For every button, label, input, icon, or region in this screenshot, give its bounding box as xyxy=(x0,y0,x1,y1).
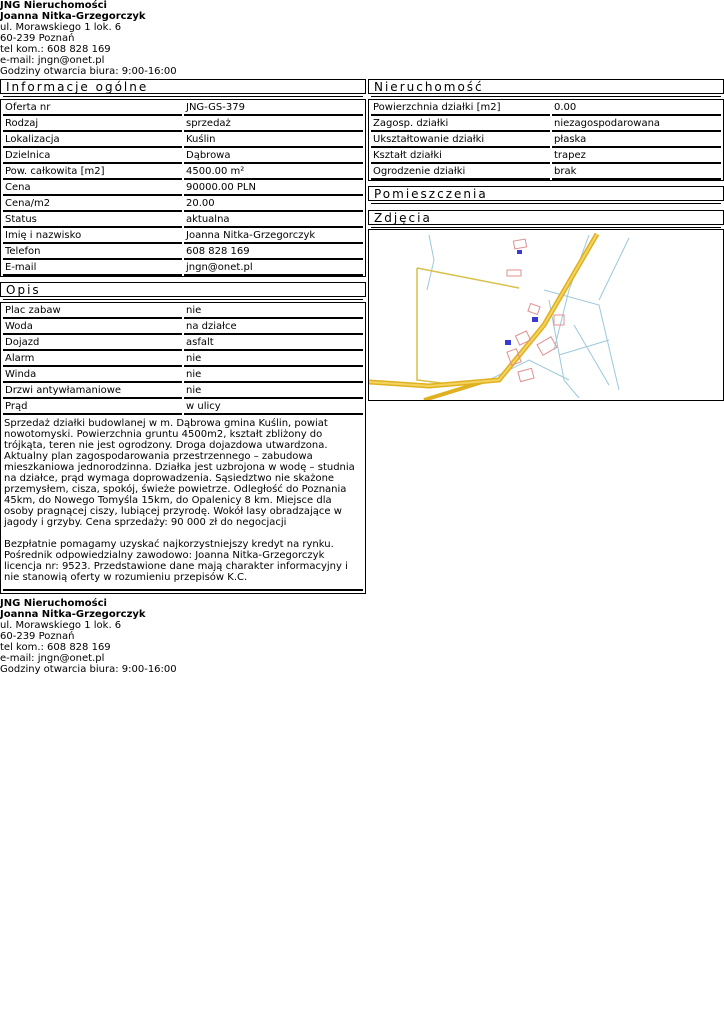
general-value: 90000.00 PLN xyxy=(184,180,363,196)
opis-frame xyxy=(0,302,366,594)
opis-row xyxy=(3,383,363,399)
opis-value: na działce xyxy=(184,319,363,335)
opis-value: nie xyxy=(184,383,363,399)
agency-city: 60-239 Poznań xyxy=(0,33,75,44)
disclaimer-text: Bezpłatnie pomagamy uzyskać najkorzystniejszy kredyt na rynku. Pośrednik odpowiedzialny zawodowo: Joanna Nitka-Grzegorczyk licencja nr: 9523. Przedstawione dane mają charakter informacyjny i nie stanowią oferty w rozumieniu przepisów K.C. xyxy=(4,539,348,583)
agency-email: e-mail: jngn@onet.pl xyxy=(0,55,105,66)
general-row xyxy=(3,116,363,132)
map-photo[interactable] xyxy=(368,229,724,401)
agency-header xyxy=(0,0,400,77)
section-photos-title: Zdjęcia xyxy=(368,210,724,225)
opis-label: Woda xyxy=(3,319,182,335)
general-row xyxy=(3,100,363,116)
description-divider xyxy=(3,589,363,591)
opis-label: Dojazd xyxy=(3,335,182,351)
general-label: Cena/m2 xyxy=(3,196,182,212)
general-row xyxy=(3,196,363,212)
footer-agent-name: Joanna Nitka-Grzegorczyk xyxy=(0,609,146,620)
property-row xyxy=(371,148,721,164)
opis-row xyxy=(3,367,363,383)
general-label: Cena xyxy=(3,180,182,196)
general-label: Rodzaj xyxy=(3,116,182,132)
section-rooms-title: Pomieszczenia xyxy=(368,186,724,201)
general-value: aktualna xyxy=(184,212,363,228)
right-column xyxy=(368,79,724,401)
opis-value: w ulicy xyxy=(184,399,363,415)
general-row xyxy=(3,260,363,276)
section-property-title: Nieruchomość xyxy=(368,79,724,94)
property-value: brak xyxy=(552,164,721,180)
general-row xyxy=(3,228,363,244)
property-value: płaska xyxy=(552,132,721,148)
description xyxy=(1,415,365,589)
general-row xyxy=(3,180,363,196)
property-value: niezagospodarowana xyxy=(552,116,721,132)
footer-street: ul. Morawskiego 1 lok. 6 xyxy=(0,620,122,631)
section-general-title: Informacje ogólne xyxy=(0,79,366,94)
general-label: Imię i nazwisko xyxy=(3,228,182,244)
general-row xyxy=(3,132,363,148)
property-table-frame xyxy=(368,99,724,181)
general-label: Oferta nr xyxy=(3,100,182,116)
agency-footer xyxy=(0,598,400,675)
agency-name: JNG Nieruchomości xyxy=(0,0,107,11)
agency-phone: tel kom.: 608 828 169 xyxy=(0,44,111,55)
opis-row xyxy=(3,399,363,415)
general-label: Dzielnica xyxy=(3,148,182,164)
general-value: JNG-GS-379 xyxy=(184,100,363,116)
general-row xyxy=(3,212,363,228)
general-label: Lokalizacja xyxy=(3,132,182,148)
general-row xyxy=(3,148,363,164)
property-label: Ogrodzenie działki xyxy=(371,164,550,180)
opis-value: asfalt xyxy=(184,335,363,351)
opis-row xyxy=(3,335,363,351)
property-label: Powierzchnia działki [m2] xyxy=(371,100,550,116)
opis-row xyxy=(3,303,363,319)
property-label: Ukształtowanie działki xyxy=(371,132,550,148)
opis-table xyxy=(1,303,365,415)
general-row xyxy=(3,244,363,260)
footer-hours: Godziny otwarcia biura: 9:00-16:00 xyxy=(0,664,177,675)
parcel-map-image xyxy=(369,230,723,400)
general-table-frame xyxy=(0,99,366,277)
property-label: Kształt działki xyxy=(371,148,550,164)
opis-value: nie xyxy=(184,351,363,367)
opis-row xyxy=(3,319,363,335)
opis-label: Plac zabaw xyxy=(3,303,182,319)
general-label: Pow. całkowita [m2] xyxy=(3,164,182,180)
property-table xyxy=(369,100,723,180)
property-label: Zagosp. działki xyxy=(371,116,550,132)
general-row xyxy=(3,164,363,180)
opis-label: Drzwi antywłamaniowe xyxy=(3,383,182,399)
footer-phone: tel kom.: 608 828 169 xyxy=(0,642,111,653)
general-value: Kuślin xyxy=(184,132,363,148)
footer-email: e-mail: jngn@onet.pl xyxy=(0,653,105,664)
opis-value: nie xyxy=(184,367,363,383)
description-text: Sprzedaż działki budowlanej w m. Dąbrowa gmina Kuślin, powiat nowotomyski. Powierzchnia gruntu 4500m2, kształt zbliżony do trójkąta, teren nie jest ogrodzony. Droga dojazdowa utwardzona. Aktualny plan zagospodarowania przestrzennego – zabudowa mieszkaniowa jednorodzinna. Działka jest uzbrojona w wodę – studnia na działce, prąd wymaga doprowadzenia. Sąsiedztwo nie skażone przemysłem, cisza, spokój, świeże powietrze. Odległość do Poznania 45km, do Nowego Tomyśla 15km, do Opalenicy 8 km. Miejsce dla osoby pragnącej ciszy, lubiącej przyrodę. Wokół lasy obradzające w jagody i grzyby. Cena sprzedaży: 90 000 zł do negocjacji xyxy=(4,418,355,528)
property-value: trapez xyxy=(552,148,721,164)
property-row xyxy=(371,132,721,148)
general-value: Dąbrowa xyxy=(184,148,363,164)
section-opis-title: Opis xyxy=(0,282,366,297)
footer-agency-name: JNG Nieruchomości xyxy=(0,598,107,609)
opis-label: Prąd xyxy=(3,399,182,415)
opis-label: Winda xyxy=(3,367,182,383)
agency-street: ul. Morawskiego 1 lok. 6 xyxy=(0,22,122,33)
general-value: 608 828 169 xyxy=(184,244,363,260)
general-value: jngn@onet.pl xyxy=(184,260,363,276)
general-table xyxy=(1,100,365,276)
general-label: Status xyxy=(3,212,182,228)
opis-value: nie xyxy=(184,303,363,319)
general-label: Telefon xyxy=(3,244,182,260)
left-column xyxy=(0,79,366,594)
general-value: 20.00 xyxy=(184,196,363,212)
opis-row xyxy=(3,351,363,367)
agency-hours: Godziny otwarcia biura: 9:00-16:00 xyxy=(0,66,177,77)
property-row xyxy=(371,164,721,180)
general-value: 4500.00 m² xyxy=(184,164,363,180)
property-value: 0.00 xyxy=(552,100,721,116)
property-row xyxy=(371,100,721,116)
general-value: sprzedaż xyxy=(184,116,363,132)
opis-label: Alarm xyxy=(3,351,182,367)
agent-name: Joanna Nitka-Grzegorczyk xyxy=(0,11,146,22)
footer-city: 60-239 Poznań xyxy=(0,631,75,642)
general-value: Joanna Nitka-Grzegorczyk xyxy=(184,228,363,244)
general-label: E-mail xyxy=(3,260,182,276)
property-row xyxy=(371,116,721,132)
